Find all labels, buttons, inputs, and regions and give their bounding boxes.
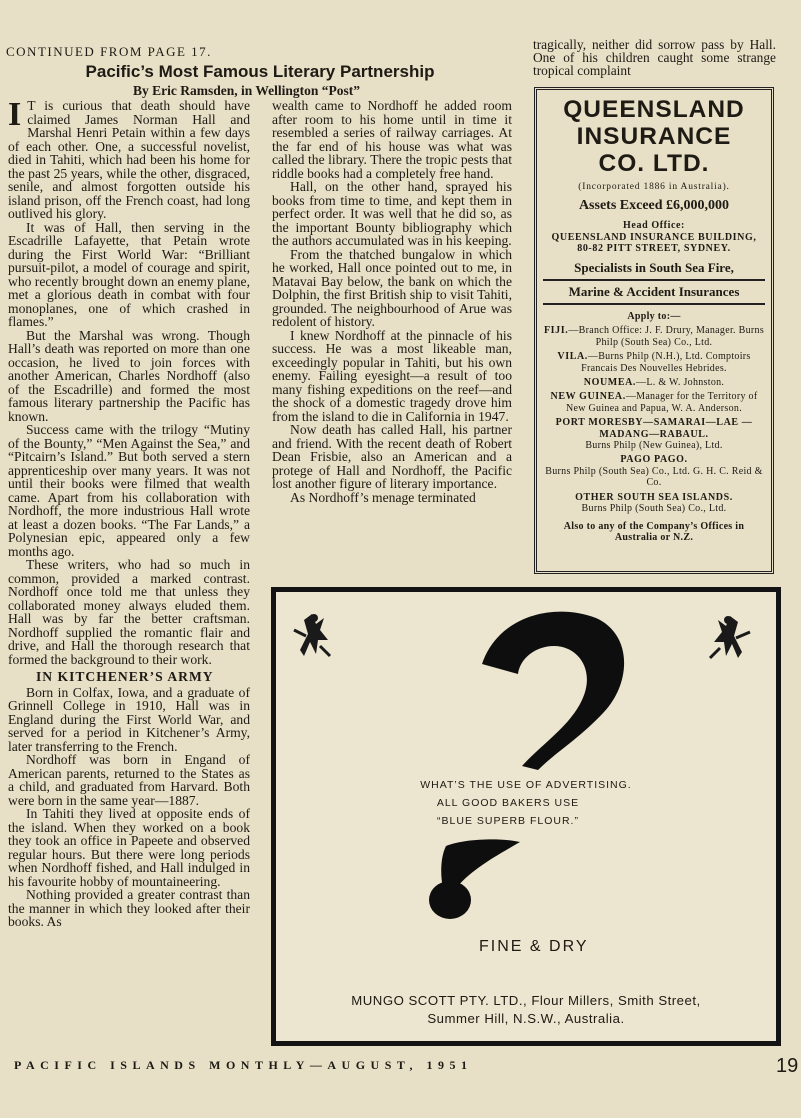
specialists-line: Specialists in South Sea Fire, [543,260,765,281]
article-title: Pacific’s Most Famous Literary Partnership [85,62,435,81]
paragraph: I T is curious that death should have claimed James Norman Hall and Marshal Henri Petain within a few days of each other. One, a successful novelist, died in Tahiti, which had been his home for the past 25 years, while the other, disgraced, senile, and almost forgotten outside his island prison, off the French coast, had long outlived his glory. [8,96,250,221]
article-column-3: tragically, neither did sorrow pass by Hall. One of his children caught some strange tropical complaint [533,37,776,78]
magazine-footer: PACIFIC ISLANDS MONTHLY—AUGUST, 1951 [14,1058,473,1072]
ad-line-3: “BLUE SUPERB FLOUR.” [437,815,579,827]
apply-label: Apply to:— [627,311,681,322]
assets-line: Assets Exceed £6,000,000 [578,198,730,213]
paragraph: From the thatched bungalow in which he worked, Hall once pointed out to me, in Matavai Bay below, the bank on which the Dolphin, the first British ship to visit Tahiti, grounded. The neighbourhood of Arue was redolent of history. [272,246,512,329]
company-name-line-3: CO. LTD. [598,150,710,177]
dancing-figure-icon [706,612,754,664]
page-number: 19 [776,1055,799,1077]
subheading: IN KITCHENER’S ARMY [36,669,214,684]
paragraph: Nordhoff was born in Engand of American parents, returned to the States as a child, and graduated from Harvard. Both were born in the same year—1887. [8,752,250,808]
flour-advertisement [271,587,781,1046]
also-note: Also to any of the Company’s Offices in Australia or N.Z. [563,520,745,543]
paragraph: In Tahiti they lived at opposite ends of the island. When they worked on a book they took an office in Papeete and observed regular hours. But there were long periods when Nordhoff fished, and Hall indulged in his favourite hobby of mountaineering. [8,806,250,889]
paragraph: I knew Nordhoff at the pinnacle of his success. He was a most likeable man, exceedingly popular in Tahiti, but his own enemy. Failing eyesight—a result of too many fishing expeditions on the reef—and the shock of a domestic tragedy drove him from the island to die in California in 1947. [272,327,512,424]
ad-line-1: WHAT’S THE USE OF ADVERTISING. [420,779,632,791]
paragraph: Hall, on the other hand, sprayed his books from time to time, and kept them in perfect order. It was well that he did so, as the important Bounty bibliography which the authors accumulated was in his keeping. [272,179,512,248]
agent-entry: PORT MORESBY—SAMARAI—LAE —MADANG—RABAUL. Burns Philp (New Guinea), Ltd. [555,417,753,452]
company-line-1: MUNGO SCOTT PTY. LTD., Flour Millers, Smith Street, [351,993,701,1008]
paragraph: Now death has called Hall, his partner and friend. With the recent death of Robert Dean Frisbie, also an American and a protege of Hall and Nordhoff, the Pacific lost another figure of literary importance. [272,422,512,491]
company-name-line-2: INSURANCE [576,123,732,150]
dancing-figure-icon [290,610,334,662]
agent-entry: NOUMEA.—L. & W. Johnston. [583,377,725,389]
byline: By Eric Ramsden, in Wellington “Post” [133,83,361,98]
agent-entry: PAGO PAGO. Burns Philp (South Sea) Co., Ltd. G. H. C. Reid & Co. [545,454,763,489]
paragraph: Nothing provided a greater contrast than the manner in which they looked after their books. As [8,887,250,929]
paragraph: These writers, who had so much in common, provided a marked contrast. Nordhoff once told me that unless they collaborated money always eluded them. Hall was by far the better craftsman. Nordhoff supplied the romantic flair and drive, and Hall the thorough research that formed the background to their work. [8,557,250,667]
head-office-label: Head Office: [623,220,685,231]
company-name-line-1: QUEENSLAND [563,96,745,123]
company-line-2: Summer Hill, N.S.W., Australia. [427,1011,625,1026]
agent-entry: OTHER SOUTH SEA ISLANDS. Burns Philp (South Sea) Co., Ltd. [575,491,733,515]
article-column-2 [272,99,512,504]
fine-and-dry-slogan: FINE & DRY [479,938,589,955]
agent-entry: NEW GUINEA.—Manager for the Territory of New Guinea and Papua, W. A. Anderson. [550,391,758,414]
paragraph: It was of Hall, then serving in the Escadrille Lafayette, that Petain wrote during the First World War: “Brilliant pursuit-pilot, a model of courage and spirit, who recently brought down an enemy plane, met a glorious death in combat with four monoplanes, one of which crashed in flames.” [8,219,250,329]
head-office-address: QUEENSLAND INSURANCE BUILDING, 80-82 PITT STREET, SYDNEY. [551,232,757,254]
marine-line: Marine & Accident Insurances [543,281,765,305]
paragraph: But the Marshal was wrong. Though Hall’s death was reported on more than one occasion, he lived to join forces with another American, Charles Nordhoff (also of the Escadrille) and formed the most famous literary partnership the Pacific has known. [8,327,250,424]
continued-note: CONTINUED FROM PAGE 17. [6,44,212,59]
drop-cap: I [8,96,22,133]
insurance-advertisement [534,87,774,574]
agent-entry: VILA.—Burns Philp (N.H.), Ltd. Comptoirs Francais Des Nouvelles Hebrides. [557,351,751,374]
question-mark-dot-icon [428,880,472,920]
ad-line-2: ALL GOOD BAKERS USE [436,797,580,809]
agent-entry: FIJI.—Branch Office: J. F. Drury, Manager. Burns Philp (South Sea) Co., Ltd. [543,325,765,348]
paragraph: As Nordhoff’s menage terminated [290,489,476,505]
paragraph: Success came with the trilogy “Mutiny of the Bounty,” “Men Against the Sea,” and “Pitcairn’s Island.” But both served a stern apprenticeship over many years. It was not until their books were filmed that wealth came. Apart from his collaboration with Nordhoff, the more industrious Hall wrote at least a dozen books. “The Far Lands,” a Polynesian epic, appeared only a few months ago. [8,422,250,559]
article-column-1 [8,96,250,929]
paragraph: Born in Colfax, Iowa, and a graduate of Grinnell College in 1910, Hall was in England during the First World War, and served for a period in Kitchener’s Army, later transferring to the French. [8,684,250,754]
question-mark-top-icon [476,602,636,772]
incorporation-note: (Incorporated 1886 in Australia). [578,182,730,192]
paragraph: wealth came to Nordhoff he added room after room to his home until in time it resembled a series of railway carriages. At the far end of his house was what was called the library. There the tropic pests that riddle books had a completely free hand. [272,98,512,181]
